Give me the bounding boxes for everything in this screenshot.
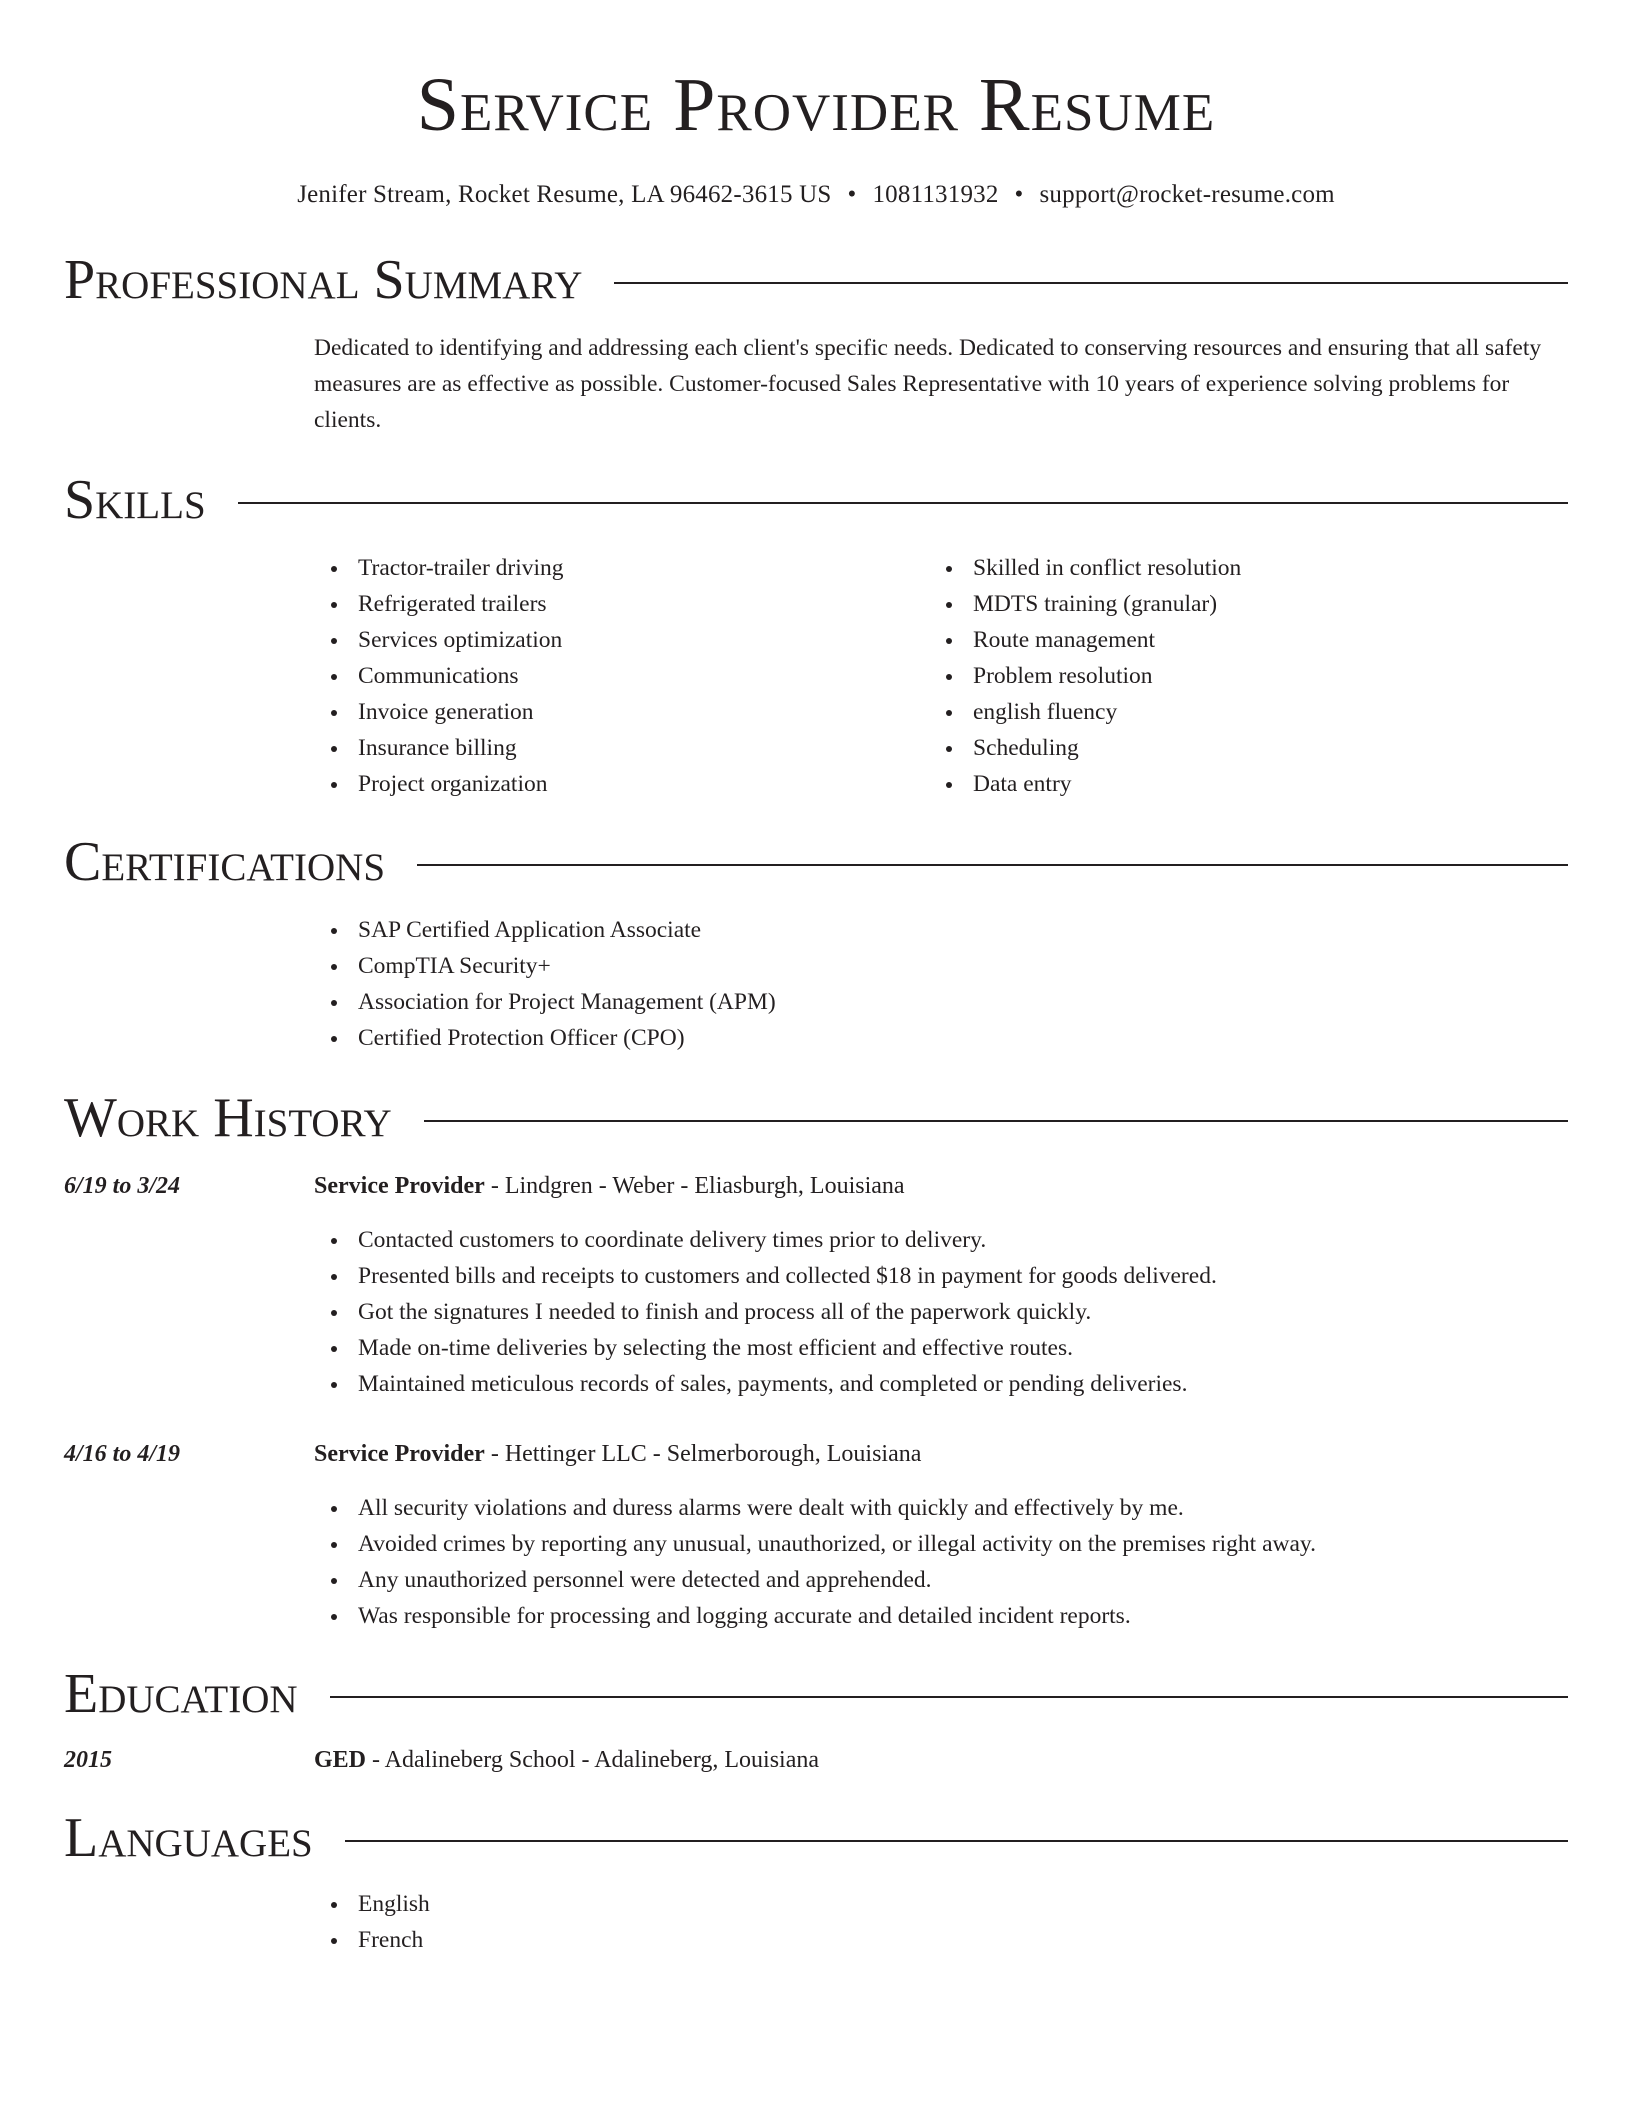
job-employer: - Lindgren - Weber - Eliasburgh, Louisiana	[484, 1173, 905, 1199]
job-header	[64, 1436, 1568, 1472]
job-title-line	[314, 1436, 921, 1472]
job-duties	[314, 1490, 1568, 1634]
skill-item: Data entry	[929, 766, 1544, 802]
skill-item: Services optimization	[314, 622, 929, 658]
education-entry	[64, 1742, 1568, 1778]
contact-phone: 1081131932	[872, 181, 999, 208]
skill-item: Project organization	[314, 766, 929, 802]
skill-item: Invoice generation	[314, 694, 929, 730]
job-role: Service Provider	[314, 1173, 485, 1199]
summary-header	[64, 250, 1568, 310]
job-employer: - Hettinger LLC - Selmerborough, Louisiana	[484, 1441, 922, 1467]
job-duty: Made on-time deliveries by selecting the most efficient and effective routes.	[314, 1330, 1568, 1366]
job-role: Service Provider	[314, 1441, 485, 1467]
language-item: French	[314, 1922, 1568, 1958]
education-school: - Adalineberg School - Adalineberg, Louisiana	[366, 1747, 820, 1773]
resume-title: Service Provider Resume	[416, 63, 1216, 147]
job-duty: Got the signatures I needed to finish and process all of the paperwork quickly.	[314, 1294, 1568, 1330]
skills-section	[64, 470, 1568, 802]
skill-item: MDTS training (granular)	[929, 586, 1544, 622]
job-entry	[64, 1168, 1568, 1402]
skill-item: Refrigerated trailers	[314, 586, 929, 622]
summary-section	[64, 250, 1568, 438]
work-history-header	[64, 1088, 1568, 1148]
job-dates: 6/19 to 3/24	[64, 1173, 181, 1199]
certification-item: CompTIA Security+	[314, 948, 1568, 984]
job-duty: Avoided crimes by reporting any unusual, unauthorized, or illegal activity on the premises right away.	[314, 1526, 1568, 1562]
languages-section	[64, 1808, 1568, 1958]
job-dates: 4/16 to 4/19	[64, 1441, 181, 1467]
certification-item: Certified Protection Officer (CPO)	[314, 1020, 1568, 1056]
certifications-section	[64, 832, 1568, 1056]
education-header	[64, 1664, 1568, 1724]
skill-item: Skilled in conflict resolution	[929, 550, 1544, 586]
section-divider	[238, 502, 1568, 504]
skill-item: Problem resolution	[929, 658, 1544, 694]
education-line	[314, 1742, 819, 1778]
section-divider	[330, 1696, 1568, 1698]
languages-header	[64, 1808, 1568, 1868]
work-history-section	[64, 1088, 1568, 1634]
section-divider	[614, 282, 1568, 284]
skill-item: Scheduling	[929, 730, 1544, 766]
section-heading: Professional Summary	[64, 249, 583, 311]
skills-list-right	[929, 550, 1544, 802]
skills-list-left	[314, 550, 929, 802]
section-heading: Education	[64, 1663, 298, 1725]
section-heading: Languages	[64, 1807, 313, 1869]
languages-list	[314, 1886, 1568, 1958]
skill-item: Insurance billing	[314, 730, 929, 766]
certification-item: SAP Certified Application Associate	[314, 912, 1568, 948]
certification-item: Association for Project Management (APM)	[314, 984, 1568, 1020]
contact-separator: •	[1014, 181, 1024, 208]
section-divider	[345, 1840, 1568, 1842]
skill-item: english fluency	[929, 694, 1544, 730]
education-section	[64, 1664, 1568, 1778]
job-duties	[314, 1222, 1568, 1402]
job-title-line	[314, 1168, 905, 1204]
contact-email: support@rocket-resume.com	[1039, 181, 1335, 208]
section-heading: Work History	[64, 1087, 392, 1149]
skills-header	[64, 470, 1568, 530]
contact-address: Jenifer Stream, Rocket Resume, LA 96462-3615 US	[297, 181, 832, 208]
education-degree: GED	[314, 1747, 367, 1773]
language-item: English	[314, 1886, 1568, 1922]
contact-separator: •	[847, 181, 857, 208]
job-entry	[64, 1436, 1568, 1634]
job-duty: Maintained meticulous records of sales, payments, and completed or pending deliveries.	[314, 1366, 1568, 1402]
section-divider	[424, 1120, 1568, 1122]
certifications-header	[64, 832, 1568, 892]
contact-line	[64, 180, 1568, 210]
job-duty: Was responsible for processing and logging accurate and detailed incident reports.	[314, 1598, 1568, 1634]
skill-item: Tractor-trailer driving	[314, 550, 929, 586]
skill-item: Communications	[314, 658, 929, 694]
job-header	[64, 1168, 1568, 1204]
summary-text: Dedicated to identifying and addressing each client's specific needs. Dedicated to conserving resources and ensuring that all safety measures are as effective as possible. Customer-focused Sales Representative with 10 years of experience solving problems for clients.	[314, 335, 1542, 433]
skill-item: Route management	[929, 622, 1544, 658]
job-duty: All security violations and duress alarms were dealt with quickly and effectively by me.	[314, 1490, 1568, 1526]
section-heading: Skills	[64, 469, 206, 531]
job-duty: Presented bills and receipts to customers and collected $18 in payment for goods delivered.	[314, 1258, 1568, 1294]
section-heading: Certifications	[64, 831, 386, 893]
education-year: 2015	[64, 1747, 112, 1773]
job-duty: Any unauthorized personnel were detected and apprehended.	[314, 1562, 1568, 1598]
job-duty: Contacted customers to coordinate delivery times prior to delivery.	[314, 1222, 1568, 1258]
certifications-list	[314, 912, 1568, 1056]
section-divider	[417, 864, 1568, 866]
